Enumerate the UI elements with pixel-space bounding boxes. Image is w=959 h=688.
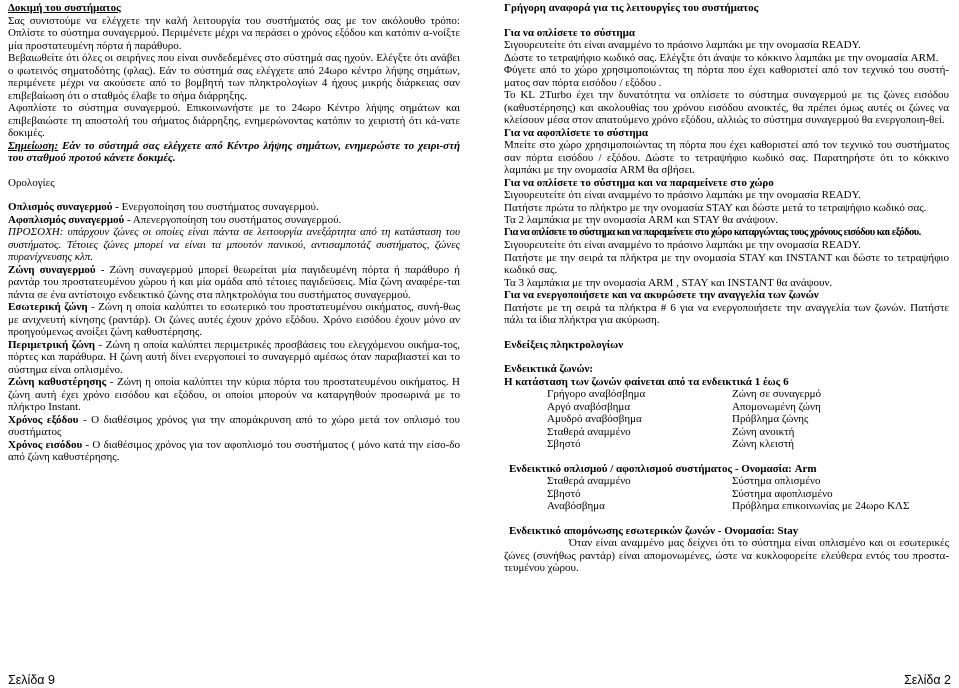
indicators-title: Ενδείξεις πληκτρολογίων	[504, 338, 624, 351]
instant-step-1: Σιγουρευτείτε ότι είναι αναμμένο το πράσινο λαμπάκι με την ονομασία READY.	[504, 239, 861, 251]
stay-step-2: Πατήστε πρώτα το πλήκτρο με την ονομασία STAY και δώστε μετά το τετραψήφιο κωδικό σας.	[504, 201, 927, 214]
indicator-state: Σταθερά αναμμένο	[547, 475, 631, 487]
term-warning	[8, 226, 460, 264]
term-text: - Ζώνη η οποία καλύπτει το εσωτερικό του προστατευμένου οικήματος, συνή-θως με ανιχνευτή κίνησης (ραντάρ). Οι ζώνες αυτές έχουν χρόνο εξόδου. Χρόνο εισόδου έχουν μόνο αν προηγούμενως ανοίξει ζώνη καθυστέρησης.	[8, 301, 460, 338]
indicator-state: Σβηστό	[547, 487, 581, 500]
term-text: - Ο διαθέσιμος χρόνος για τον αφοπλισμό του συστήματος ( μόνο κατά την είσο-δο από ζώνη καθυστέρησης.	[8, 438, 460, 463]
indicator-state: Γρήγορο αναβόσβημα	[547, 388, 646, 400]
arm-step-1: Σιγουρευτείτε ότι είναι αναμμένο το πράσινο λαμπάκι με την ονομασία READY.	[504, 39, 861, 51]
term-text: - Ζώνη η οποία καλύπτει περιμετρικές προσβάσεις του ελεγχόμενου οικήμα-τος, πόρτες και παράθυρα. Η ζώνη αυτή δίνει ενεργοποιεί το συναγερμό αμέσως όταν παραβιαστεί και το σύστημα είναι οπλισμένο.	[8, 338, 460, 376]
stay-indicator-title: Ενδεικτικό απομόνωσης εσωτερικών ζωνών - Ονομασία: Stay	[509, 524, 799, 537]
terms-title: Ορολογίες	[8, 176, 55, 189]
zones-announce-title: Για να ενεργοποιήσετε και να ακυρώσετε την αναγγελία των ζωνών	[504, 289, 819, 301]
instant-step-3: Τα 3 λαμπάκια με την ονομασία ARM , STAY και INSTANT θα ανάψουν.	[504, 276, 833, 289]
test-paragraph-2: Βεβαιωθείτε ότι όλες οι σειρήνες που είναι συνδεδεμένες στο σύστημά σας ηχούν. Ελέγξτε ότι ανάβει ο φωτεινός σηματοδότης (φλας). Εάν το σύστημά σας ελέγχετε από 24ωρο κέντρο λήψης σημάτων, περιμένετε μέχρι να ακούσετε από το βομβητή των πληκτρολογίων 4 ήχους μικρής διάρκειας σαν επιβεβαίωση ότι ο σταθμός έλαβε το σήμα διάρρηξης.	[8, 52, 460, 102]
indicator-state: Αναβόσβημα	[547, 500, 605, 512]
term-label: ΠΡΟΣΟΧΗ	[8, 226, 60, 238]
test-title: Δοκιμή του συστήματος	[8, 2, 121, 14]
term-internal-zone	[8, 301, 460, 339]
term-label: Ζώνη συναγερμού	[8, 263, 96, 276]
indicator-meaning: Απομονωμένη ζώνη	[732, 400, 821, 413]
stay-step-3: Τα 2 λαμπάκια με την ονομασία ARM και STAY θα ανάψουν.	[504, 214, 778, 226]
zone-indicators-title: Ενδεικτικά ζωνών:	[504, 363, 594, 375]
indicator-state: Σταθερά αναμμένο	[547, 425, 631, 438]
disarm-title: Για να αφοπλίσετε το σύστημα	[504, 126, 648, 139]
term-disarm	[8, 214, 460, 227]
term-exit-time	[8, 414, 460, 439]
term-label: Χρόνος εισόδου	[8, 438, 83, 451]
term-label: Αφοπλισμός συναγερμού	[8, 213, 125, 226]
indicator-meaning: Πρόβλημα επικοινωνίας με 24ωρο ΚΛΣ	[732, 500, 910, 512]
arm-title: Για να οπλίσετε το σύστημα	[504, 26, 635, 39]
term-text: - Ο διαθέσιμος χρόνος για την απομάκρυνση από το χώρο μετά τον οπλισμό του συστήματος	[8, 413, 460, 438]
test-paragraph-1: Σας συνιστούμε να ελέγχετε την καλή λειτουργία του συστήματός σας με τον ακόλουθο τρόπο: Οπλίστε το σύστημα συναγερμού. Περιμένετε μέχρι να περάσει ο χρόνος εξόδου και κατόπιν α-νοίξτε μία προστατευμένη πόρτα ή παράθυρο.	[8, 14, 460, 52]
indicator-meaning: Σύστημα οπλισμένο	[732, 475, 821, 487]
zone-indicators-subtitle: Η κατάσταση των ζωνών φαίνεται από τα ενδεικτικά 1 έως 6	[504, 375, 789, 388]
indicator-meaning: Σύστημα αφοπλισμένο	[732, 487, 833, 500]
indicator-meaning: Ζώνη ανοικτή	[732, 425, 795, 438]
note-label: Σημείωση:	[8, 139, 59, 152]
indicator-state: Αργό αναβόσβημα	[547, 400, 631, 413]
indicator-meaning: Ζώνη κλειστή	[732, 438, 794, 450]
term-entry-time	[8, 439, 460, 464]
right-column	[504, 2, 949, 575]
indicator-meaning: Ζώνη σε συναγερμό	[732, 388, 822, 400]
arm-step-4: Το KL 2Turbo έχει την δυνατότητα να οπλίσετε το σύστημα συναγερμού με τις ζώνες εισόδου (καθυστέρησης) και ακολουθίας του χρόνου εισόδου ανοικτές, θα πρέπει όμως αυτές οι ζώνες να κλείσουν μέσα στον απατούμενο χρόνο εξόδου, αλλιώς το σύστημα συναγερμού θα ενεργοποιη-θεί.	[504, 89, 949, 126]
instant-step-2: Πατήστε με την σειρά τα πλήκτρα με την ονομασία STAY και INSTANT και δώστε το τετραψήφιο κωδικό σας.	[504, 251, 949, 276]
term-arm	[8, 201, 460, 214]
term-label: Περιμετρική ζώνη	[8, 338, 96, 351]
disarm-step-1: Μπείτε στο χώρο χρησιμοποιώντας τη πόρτα που έχει καθοριστεί από τον τεχνικό του συστήματος σαν πόρτα εισόδου / εξόδου. Δώστε το τετραψήφιο κωδικό σας. Παρατηρήστε ότι το κόκκινο λαμπάκι με την ονομασία ARM θα σβήσει.	[504, 139, 949, 176]
term-text: - Ζώνη η οποία καλύπτει την κύρια πόρτα του προστατευμένου οικήματος. Η ζώνη αυτή έχει χρόνο εισόδου και εξόδου, οι οποίοι μπορούν να καταργηθούν προσωρινά με το πλήκτρο Instant.	[8, 376, 460, 413]
indicator-meaning: Πρόβλημα ζώνης	[732, 413, 809, 425]
arm-indicator-title: Ενδεικτικό οπλισμού / αφοπλισμού συστήματος - Ονομασία: Arm	[509, 462, 817, 475]
term-alarm-zone	[8, 264, 460, 302]
term-text: : υπάρχουν ζώνες οι οποίες είναι πάντα σε λειτουργία ανεξάρτητα από τη κατάσταση του συστήματος. Τέτοιες ζώνες μπορεί να είναι τα μπουτόν πανικού, αντισαμποτάζ συστήματος, ζώνες πυρανίχνευσης κλπ.	[8, 226, 460, 263]
term-text: - Ζώνη συναγερμού μπορεί θεωρείται μία παγιδευμένη πόρτα ή παράθυρο ή ραντάρ του προστατευμένου χώρου ή και μία ομάδα από τέτοιες παγιδεύσεις. Μία ζώνη αναφέρε-ται πάντα σε ένα αντίστοιχο ενδεικτικό ζώνης στα πληκτρολόγια του συστήματος συναγερμού.	[8, 263, 460, 301]
zones-announce-step: Πατήστε με τη σειρά τα πλήκτρα # 6 για να ενεργοποιήσετε την αναγγελία των ζωνών. Πατήστε πάλι τα ίδια πλήκτρα για ακύρωση.	[504, 301, 949, 326]
instant-title: Για να οπλίσετε το σύστημα και να παραμείνετε στο χώρο καταργώντας τους χρόνους εισόδου και εξόδου.	[504, 226, 921, 238]
arm-step-2: Δώστε το τετραψήφιο κωδικό σας. Ελέγξτε ότι άναψε το κόκκινο λαμπάκι με την ονομασία ARM.	[504, 51, 939, 64]
stay-step-1: Σιγουρευτείτε ότι είναι αναμμένο το πράσινο λαμπάκι με την ονομασία READY.	[504, 189, 861, 201]
quick-ref-title: Γρήγορη αναφορά για τις λειτουργίες του συστήματος	[504, 2, 759, 14]
term-text: Ενεργοποίηση του συστήματος συναγερμού.	[118, 201, 319, 213]
test-paragraph-3: Αφοπλίστε το σύστημα συναγερμού. Επικοινωνήστε με το 24ωρο Κέντρο λήψης σημάτων και επιβεβαιώστε τη αποστολή του σήματος διάρρηξης, ενημερώνοντας κατόπιν το χειριστή ότι κά-νατε δοκιμές.	[8, 102, 460, 139]
test-note	[8, 140, 460, 165]
left-column	[8, 2, 460, 464]
page-number-left: Σελίδα 9	[8, 673, 55, 687]
arm-step-3: Φύγετε από το χώρο χρησιμοποιώντας τη πόρτα που έχει καθοριστεί από τον τεχνικό του συστή-ματος σαν πόρτα εισόδου / εξόδου .	[504, 64, 949, 89]
term-label: Ζώνη καθυστέρησης	[8, 376, 107, 388]
indicator-state: Αμυδρό αναβόσβημα	[547, 413, 642, 425]
stay-indicator-text: Όταν είναι αναμμένο μας δείχνει ότι το σύστημα είναι οπλισμένο και οι εσωτερικές ζώνες (συνήθως ραντάρ) είναι απομονωμένες, ώστε να κυκλοφορείτε ελεύθερα εντός του προστα-τευμένου χώρου.	[504, 537, 949, 574]
page-number-right: Σελίδα 2	[904, 673, 951, 687]
indicator-state: Σβηστό	[547, 438, 581, 450]
term-perimeter-zone	[8, 339, 460, 377]
term-label: Εσωτερική ζώνη	[8, 301, 88, 313]
arm-indicator-table	[504, 475, 949, 513]
term-label: Χρόνος εξόδου	[8, 413, 79, 426]
term-delay-zone	[8, 376, 460, 414]
zone-indicator-table	[504, 388, 949, 451]
term-label: Οπλισμός συναγερμού -	[8, 201, 119, 213]
note-text: Εάν το σύστημά σας ελέγχετε από Κέντρο λήψης σημάτων, ενημερώστε το χειρι-στή του σταθμού προτού κάνετε δοκιμές.	[8, 139, 460, 164]
stay-title: Για να οπλίσετε το σύστημα και να παραμείνετε στο χώρο	[504, 176, 774, 189]
term-text: - Απενεργοποίηση του συστήματος συναγερμού.	[124, 213, 342, 226]
